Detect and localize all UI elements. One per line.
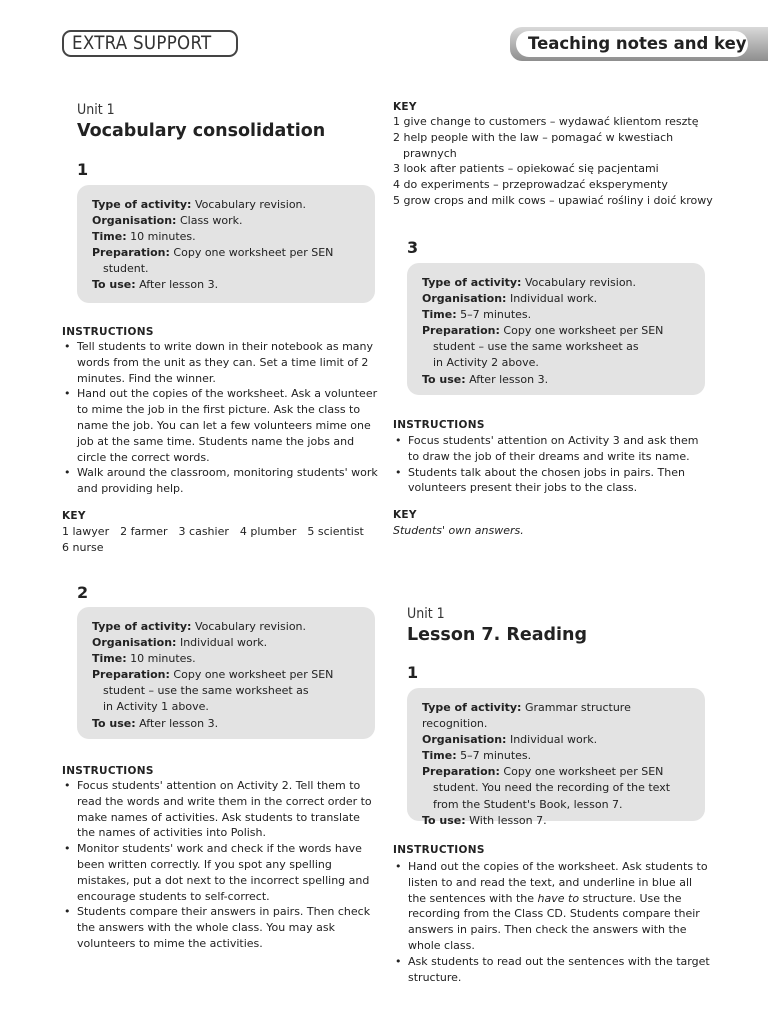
key-label: KEY	[62, 510, 86, 522]
section-title: Lesson 7. Reading	[407, 625, 588, 645]
unit-label: Unit 1	[407, 606, 445, 622]
time-value: 5–7 minutes.	[460, 749, 532, 763]
left-unit-heading	[77, 102, 325, 141]
list-item: • Tell students to write down in their notebook as many words from the unit as they can. Set a time limit of 2 minutes. Find the winner.	[62, 339, 380, 386]
list-item: • Ask students to read out the sentences with the target structure.	[393, 954, 711, 986]
prep-value-cont: in Activity 2 above.	[433, 356, 539, 370]
list-item: • Focus students' attention on Activity 3 and ask them to draw the job of their dreams and write its name.	[393, 433, 713, 465]
time-value: 10 minutes.	[130, 652, 196, 666]
use-value: With lesson 7.	[469, 813, 547, 827]
list-item: • Students talk about the chosen jobs in pairs. Then volunteers present their jobs to the class.	[393, 465, 713, 497]
teaching-notes-tab	[510, 27, 768, 61]
key-item: 1 lawyer	[62, 525, 110, 538]
type-label: Type of activity:	[92, 198, 192, 211]
use-label: To use:	[422, 813, 466, 827]
key-item: 5 scientist	[307, 525, 364, 538]
key-answers	[62, 524, 382, 556]
key-item: 4 plumber	[239, 525, 297, 538]
instructions-label: INSTRUCTIONS	[393, 419, 485, 431]
use-value: After lesson 3.	[139, 278, 219, 292]
activity-2-info-box	[77, 607, 375, 739]
use-label: To use:	[422, 372, 466, 386]
list-item: • Walk around the classroom, monitoring students' work and providing help.	[62, 465, 380, 497]
key-label: KEY	[393, 101, 417, 113]
activity-number: 2	[77, 583, 89, 602]
prep-value-cont: student – use the same worksheet as	[103, 684, 309, 698]
instructions-list	[62, 778, 372, 952]
org-label: Organisation:	[422, 292, 507, 306]
key-line: 2 help people with the law – pomagać w kwestiach	[393, 130, 674, 144]
prep-value-cont: student – use the same worksheet as	[433, 340, 639, 354]
key-line: 3 look after patients – opiekować się pacjentami	[393, 162, 659, 176]
type-label: Type of activity:	[92, 620, 192, 633]
type-value: Grammar structure recognition.	[422, 701, 631, 731]
use-value: After lesson 3.	[469, 372, 549, 386]
org-value: Class work.	[179, 214, 243, 228]
org-label: Organisation:	[92, 214, 177, 228]
teaching-notes-title: Teaching notes and key	[516, 31, 748, 57]
instructions-list	[62, 339, 380, 497]
prep-value: Copy one worksheet per SEN	[503, 324, 664, 338]
time-label: Time:	[422, 749, 457, 763]
prep-value: Copy one worksheet per SEN	[173, 246, 334, 260]
unit-label: Unit 1	[77, 102, 115, 118]
extra-support-badge: EXTRA SUPPORT	[62, 30, 238, 57]
use-label: To use:	[92, 716, 136, 730]
time-label: Time:	[92, 652, 127, 666]
key-item: 2 farmer	[120, 525, 168, 538]
list-item: • Monitor students' work and check if the words have been written correctly. If you spot any spelling mistakes, put a dot next to the incorrect spelling and encourage students to self-correct.	[62, 841, 372, 904]
list-item	[393, 859, 711, 954]
time-label: Time:	[92, 230, 127, 244]
key-item: 3 cashier	[178, 525, 229, 538]
right-unit-heading	[407, 606, 587, 645]
prep-value: Copy one worksheet per SEN	[173, 668, 334, 682]
instructions-label: INSTRUCTIONS	[393, 844, 485, 856]
key-line: 1 give change to customers – wydawać klientom resztę	[393, 115, 699, 128]
prep-value-cont: in Activity 1 above.	[103, 700, 209, 714]
key-label: KEY	[393, 509, 417, 521]
key-item: 6 nurse	[62, 540, 104, 554]
type-label: Type of activity:	[422, 276, 522, 289]
instructions-list	[393, 859, 711, 985]
use-label: To use:	[92, 278, 136, 292]
prep-label: Preparation:	[92, 246, 170, 260]
instructions-list	[393, 433, 713, 496]
prep-value: Copy one worksheet per SEN	[503, 765, 664, 779]
key-list	[393, 114, 765, 209]
key-line: 5 grow crops and milk cows – upawiać rośliny i doić krowy	[393, 193, 713, 207]
time-value: 5–7 minutes.	[460, 308, 532, 322]
type-value: Vocabulary revision.	[194, 620, 307, 633]
list-item: • Focus students' attention on Activity 2. Tell them to read the words and write them in the correct order to make names of activities. Ask students to translate the names of activities into Polish.	[62, 778, 372, 841]
instruction-emphasis: have to	[537, 891, 580, 905]
type-value: Vocabulary revision.	[194, 198, 307, 211]
type-value: Vocabulary revision.	[524, 276, 637, 289]
activity-3-info-box	[407, 263, 705, 395]
activity-number: 3	[407, 238, 419, 257]
prep-label: Preparation:	[422, 324, 500, 338]
instructions-label: INSTRUCTIONS	[62, 326, 154, 338]
instruction-text: structure. Use the recording from the Class CD. Students compare their answers in pairs. Then check the answers with the whole class.	[408, 891, 700, 952]
list-item: • Hand out the copies of the worksheet. Ask a volunteer to mime the job in the first picture. Ask the class to name the job. You can let a few volunteers mime one job at the same time. Students name the jobs and circle the correct words.	[62, 386, 380, 465]
org-label: Organisation:	[92, 636, 177, 650]
key-line: prawnych	[403, 146, 457, 160]
section-title: Vocabulary consolidation	[77, 121, 326, 141]
list-item: • Students compare their answers in pairs. Then check the answers with the whole class. You may ask volunteers to mime the activities.	[62, 904, 372, 951]
use-value: After lesson 3.	[139, 716, 219, 730]
org-value: Individual work.	[509, 733, 598, 747]
lesson7-activity-1-info-box	[407, 688, 705, 827]
org-value: Individual work.	[179, 636, 268, 650]
prep-value-cont: from the Student's Book, lesson 7.	[433, 797, 623, 811]
time-label: Time:	[422, 308, 457, 322]
instruction-text: Hand out the copies of the worksheet. Ask students to listen to and read the text, and underline in blue all the sentences with the	[408, 860, 708, 905]
type-label: Type of activity:	[422, 701, 522, 714]
key-line: 4 do experiments – przeprowadzać eksperymenty	[393, 178, 668, 192]
instructions-label: INSTRUCTIONS	[62, 765, 154, 777]
time-value: 10 minutes.	[130, 230, 196, 244]
org-value: Individual work.	[509, 292, 598, 306]
prep-label: Preparation:	[422, 765, 500, 779]
activity-1-info-box	[77, 185, 375, 303]
prep-value-cont: student.	[103, 262, 149, 276]
prep-label: Preparation:	[92, 668, 170, 682]
activity-number: 1	[77, 160, 89, 179]
org-label: Organisation:	[422, 733, 507, 747]
prep-value-cont: student. You need the recording of the text	[433, 781, 671, 795]
key-answer: Students' own answers.	[393, 524, 524, 537]
activity-number: 1	[407, 663, 419, 682]
